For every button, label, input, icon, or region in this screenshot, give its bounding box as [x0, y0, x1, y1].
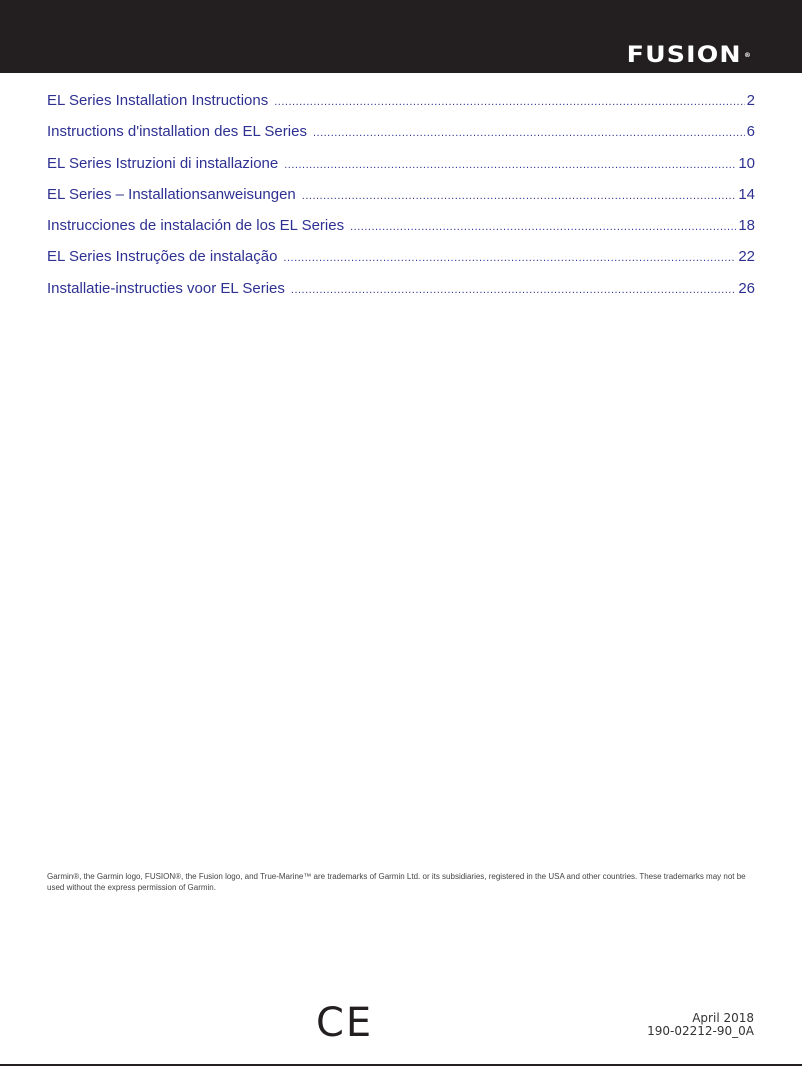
toc-entry[interactable] [47, 186, 755, 217]
dot-leader [284, 159, 736, 171]
part-number: 190-02212-90_0A [647, 1024, 754, 1038]
toc-entry[interactable] [47, 155, 755, 186]
toc-page: 26 [738, 279, 755, 297]
logo-text: FUSION [626, 43, 742, 68]
table-of-contents [47, 92, 755, 311]
dot-leader [313, 127, 745, 139]
dot-leader [291, 284, 736, 296]
toc-page: 6 [746, 123, 755, 141]
toc-title: Instructions d'installation des EL Series [47, 123, 307, 141]
toc-title: Instrucciones de instalación de los EL Series [47, 217, 345, 235]
publication-date: April 2018 [692, 1011, 754, 1025]
toc-entry[interactable] [47, 248, 755, 279]
toc-page: 14 [738, 185, 755, 203]
toc-title: EL Series – Installationsanweisungen [47, 185, 296, 203]
toc-title: EL Series Instruções de instalação [47, 248, 278, 266]
toc-title: EL Series Installation Instructions [47, 92, 269, 109]
fusion-logo [627, 44, 752, 68]
toc-page: 10 [738, 154, 755, 172]
ce-mark-icon: CE [316, 1000, 374, 1046]
toc-page: 18 [738, 217, 755, 235]
trademark-notice: Garmin®, the Garmin logo, FUSION®, the Fusion logo, and True-Marine™ are trademarks of Garmin Ltd. or its subsidiaries, registered in the USA and other countries. These trademarks may not be used without the express permission of Garmin. [47, 872, 746, 892]
toc-entry[interactable] [47, 123, 755, 154]
registered-mark: ® [743, 52, 752, 59]
toc-entry[interactable] [47, 92, 755, 123]
toc-page: 2 [746, 92, 755, 109]
document-info [647, 1012, 754, 1038]
toc-entry[interactable] [47, 280, 755, 311]
toc-title: Installatie-instructies voor EL Series [47, 279, 285, 297]
dot-leader [350, 221, 736, 233]
dot-leader [283, 252, 736, 264]
header-bar [0, 0, 802, 73]
toc-page: 22 [738, 248, 755, 266]
dot-leader [302, 190, 737, 202]
dot-leader [274, 96, 744, 108]
toc-title: EL Series Istruzioni di installazione [47, 154, 279, 172]
toc-entry[interactable] [47, 217, 755, 248]
